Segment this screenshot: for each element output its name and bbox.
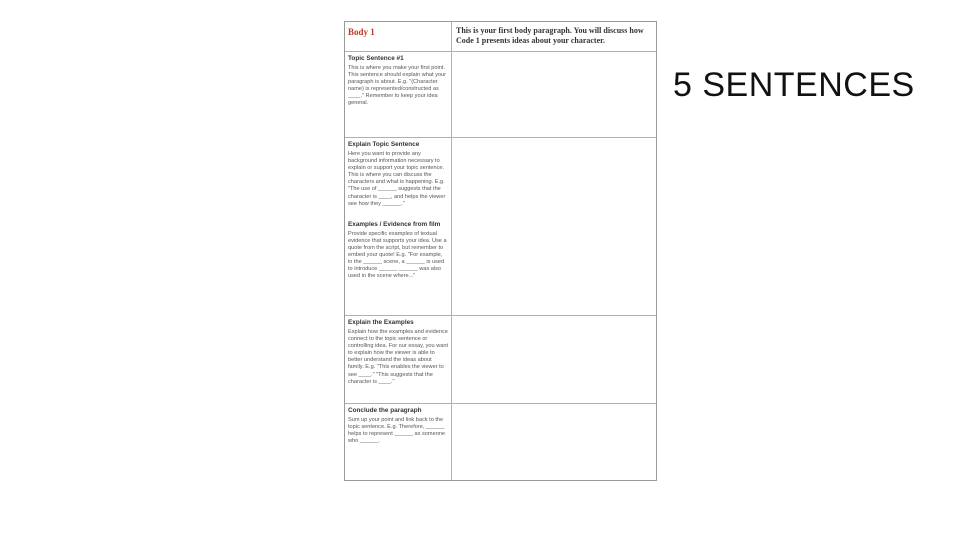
section-title: Conclude the paragraph	[348, 407, 422, 414]
section-title: Examples / Evidence from film	[348, 220, 441, 228]
header-left-cell	[345, 22, 452, 51]
prompt-cell	[345, 316, 452, 403]
answer-cell[interactable]	[452, 404, 656, 480]
section-instructions: This is where you make your first point. This sentence should explain what your paragraph is about. E.g. "(Character name) is represented/constructed as ____." Remember to keep your idea general.	[348, 65, 446, 107]
header-instructions: This is your first body paragraph. You will discuss how Code 1 presents ideas about your character.	[456, 26, 644, 45]
worksheet-row-explain-examples	[345, 316, 656, 404]
paragraph-worksheet	[344, 21, 657, 481]
slide-title: 5 SENTENCES	[673, 66, 915, 104]
section-instructions: Here you want to provide any background information necessary to explain or support your topic sentence. This is where you can discuss the characters and what is happening. E.g. "The use of ______ suggests that the character is ____, and helps the viewer see how they ______."	[348, 151, 446, 207]
prompt-cell	[345, 404, 452, 480]
section-title: Topic Sentence #1	[348, 55, 404, 62]
worksheet-row-conclusion	[345, 404, 656, 480]
answer-cell[interactable]	[452, 138, 656, 315]
worksheet-row-explain-and-evidence	[345, 138, 656, 316]
header-right-cell	[452, 22, 656, 51]
body-label: Body 1	[348, 27, 375, 37]
answer-cell[interactable]	[452, 316, 656, 403]
section-title: Explain Topic Sentence	[348, 141, 420, 148]
section-instructions: Explain how the examples and evidence connect to the topic sentence or controlling idea. For our essay, you want to explain how the viewer is able to better understand the ideas about family. E.g. "This enables the viewer to see ____." "This suggests that the character is ____."	[348, 329, 449, 385]
prompt-cell	[345, 52, 452, 137]
answer-cell[interactable]	[452, 52, 656, 137]
section-instructions: Sum up your point and link back to the topic sentence. E.g. Therefore, ______ helps to represent ______ as someone who ______.	[348, 417, 446, 445]
section-instructions: Provide specific examples of textual evidence that supports your idea. Use a quote from the script, but remember to embed your quote! E.g. "For example, in the ______ scene, a ______ is used to introduce ______ ______ was also used in the scene where..."	[348, 230, 447, 280]
prompt-cell	[345, 138, 452, 315]
section-title: Explain the Examples	[348, 319, 414, 326]
worksheet-header-row	[345, 22, 656, 52]
worksheet-row-topic-sentence	[345, 52, 656, 138]
